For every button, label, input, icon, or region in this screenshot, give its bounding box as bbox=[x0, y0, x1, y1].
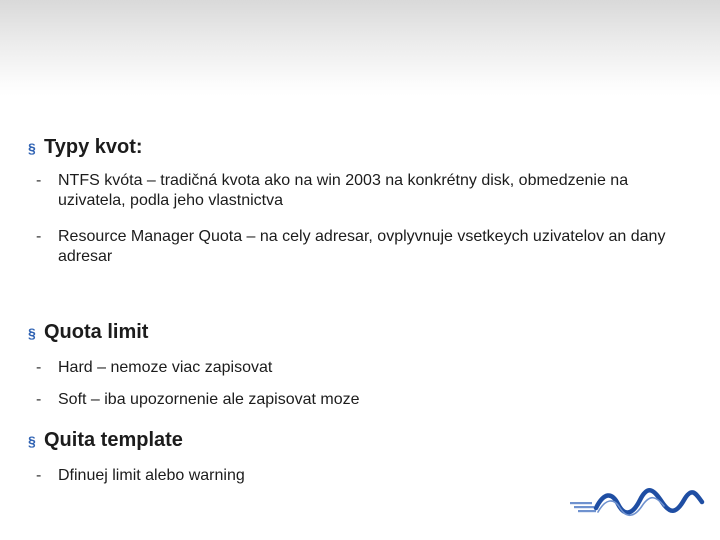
sub-marker: - bbox=[36, 172, 42, 189]
list-item-text: NTFS kvóta – tradičná kvota ako na win 2003 na konkrétny disk, obmedzenie na uzivatela, podla jeho vlastnictva bbox=[58, 172, 629, 209]
sub-marker: - bbox=[36, 228, 42, 245]
sub-marker: - bbox=[36, 467, 42, 484]
list-item-text: Resource Manager Quota – na cely adresar, ovplyvnuje vsetkeych uzivatelov an dany adresar bbox=[58, 228, 666, 265]
list-item bbox=[34, 466, 674, 486]
list-item-text: Hard – nemoze viac zapisovat bbox=[58, 359, 273, 376]
section-heading-quita-template bbox=[28, 429, 183, 452]
section-heading-typy-kvot bbox=[28, 136, 143, 159]
list-item bbox=[34, 390, 674, 410]
section-heading-text: Typy kvot: bbox=[44, 136, 143, 158]
section-heading-text: Quita template bbox=[44, 429, 183, 451]
sub-marker: - bbox=[36, 391, 42, 408]
bullet-marker: § bbox=[28, 325, 36, 341]
list-item-text: Dfinuej limit alebo warning bbox=[58, 467, 245, 484]
section-heading-quota-limit bbox=[28, 321, 148, 344]
bullet-marker: § bbox=[28, 433, 36, 449]
list-item-text: Soft – iba upozornenie ale zapisovat moze bbox=[58, 391, 360, 408]
list-item bbox=[34, 358, 674, 378]
wave-logo-icon bbox=[568, 488, 712, 522]
section-heading-text: Quota limit bbox=[44, 321, 149, 343]
list-item bbox=[34, 171, 674, 211]
sub-marker: - bbox=[36, 359, 42, 376]
list-item bbox=[34, 227, 674, 267]
bullet-marker: § bbox=[28, 140, 36, 156]
